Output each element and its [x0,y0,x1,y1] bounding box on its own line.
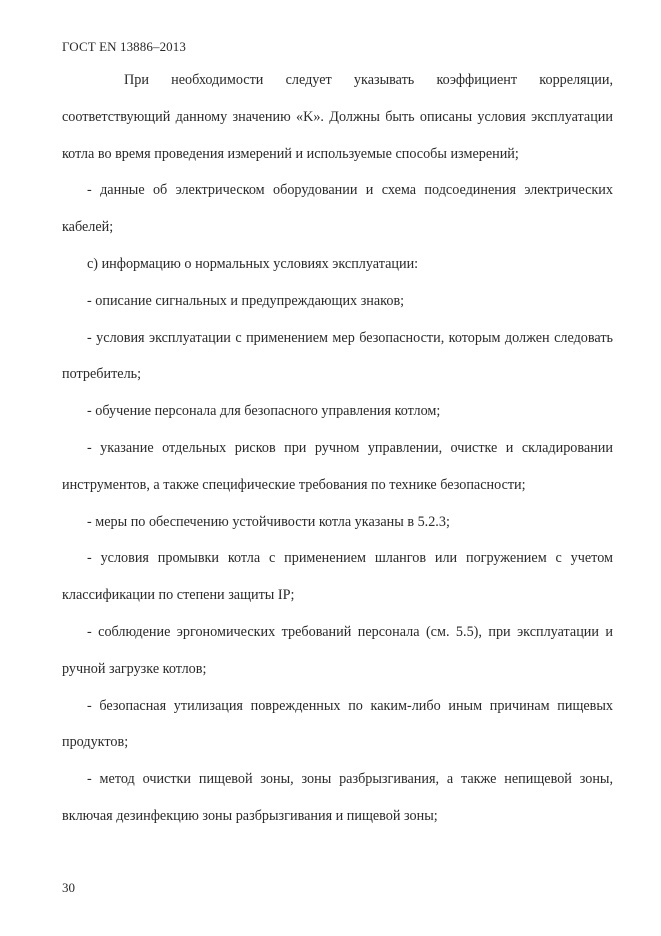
paragraph: - метод очистки пищевой зоны, зоны разбрызгивания, а также непищевой зоны, включая дезинфекцию зоны разбрызгивания и пищевой зоны; [62,771,613,824]
document-body [62,62,613,835]
paragraph: - описание сигнальных и предупреждающих знаков; [87,292,405,309]
page-number: 30 [62,880,75,895]
paragraph: c) информацию о нормальных условиях эксплуатации: [87,255,419,272]
paragraph: - безопасная утилизация поврежденных по каким-либо иным причинам пищевых продуктов; [62,697,613,751]
paragraph: - указание отдельных рисков при ручном управлении, очистке и складировании инструментов, а также специфические требования по технике безопасности; [62,439,613,493]
paragraph: При необходимости следует указывать коэффициент корреляции, соответствующий данному значению «K». Должны быть описаны условия эксплуатации котла во время проведения измерений и используемые способы измерений; [62,72,613,162]
paragraph: - меры по обеспечению устойчивости котла указаны в 5.2.3; [87,513,450,530]
paragraph: - обучение персонала для безопасного управления котлом; [87,403,441,420]
page-header-standard: ГОСТ EN 13886–2013 [62,39,186,54]
paragraph: - данные об электрическом оборудовании и схема подсоединения электрических кабелей; [62,182,613,236]
paragraph: - условия эксплуатации с применением мер безопасности, которым должен следовать потребитель; [62,329,613,383]
paragraph: - соблюдение эргономических требований персонала (см. 5.5), при эксплуатации и ручной загрузке котлов; [62,623,613,677]
paragraph: - условия промывки котла с применением шлангов или погружением с учетом классификации по степени защиты IP; [62,550,613,604]
